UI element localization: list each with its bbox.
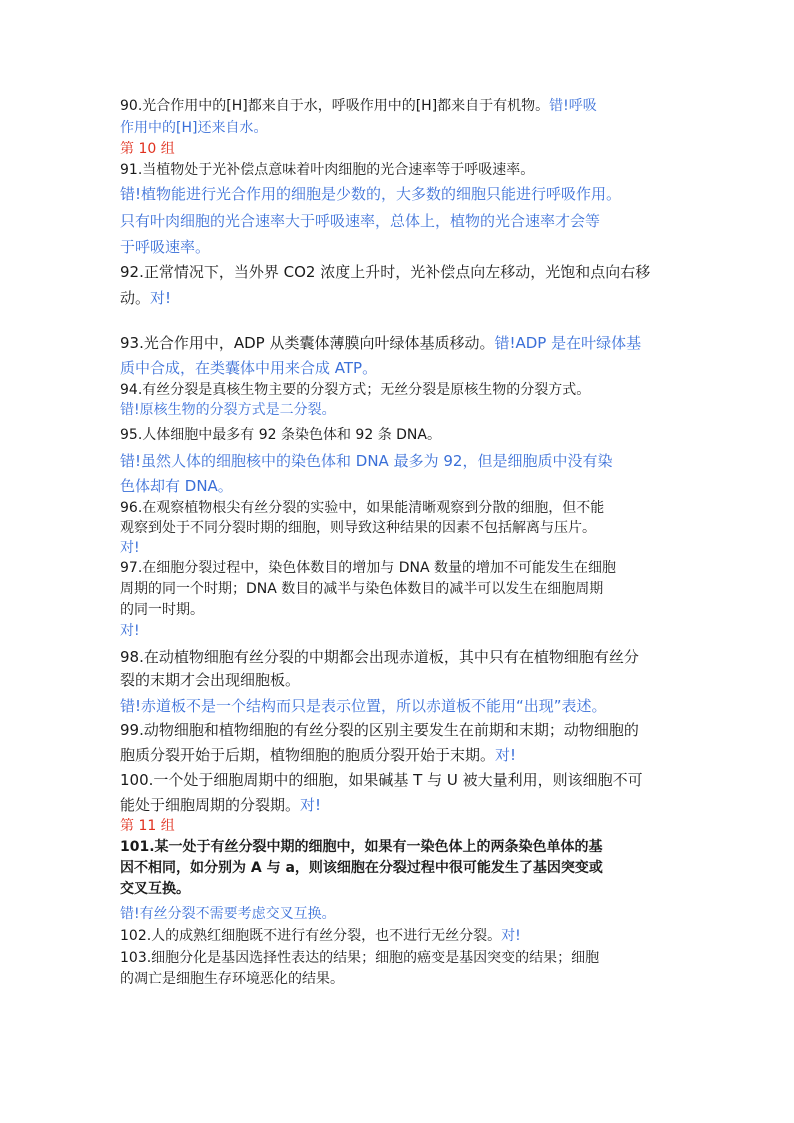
question-line: 97.在细胞分裂过程中，染色体数目的增加与 DNA 数量的增加不可能发生在细胞 — [120, 560, 616, 576]
question-line: 98.在动植物细胞有丝分裂的中期都会出现赤道板，其中只有在植物细胞有丝分 — [120, 648, 639, 666]
question-line: 观察到处于不同分裂时期的细胞，则导致这种结果的因素不包括解离与压片。 — [120, 520, 596, 536]
text-line: 93.光合作用中，ADP 从类囊体薄膜向叶绿体基质移动。错!ADP 是在叶绿体基 — [120, 334, 642, 352]
question-line: 裂的末期才会出现细胞板。 — [120, 671, 301, 689]
answer-line: 质中合成，在类囊体中用来合成 ATP。 — [120, 359, 378, 377]
question-line: 96.在观察植物根尖有丝分裂的实验中，如果能清晰观察到分散的细胞，但不能 — [120, 500, 605, 516]
text-line: 动。对! — [120, 289, 172, 307]
question-line: 91.当植物处于光补偿点意味着叶肉细胞的光合速率等于呼吸速率。 — [120, 162, 535, 178]
answer-line: 对! — [120, 540, 140, 556]
question-line: 103.细胞分化是基因选择性表达的结果；细胞的癌变是基因突变的结果；细胞 — [120, 950, 600, 966]
text-line: 能处于细胞周期的分裂期。对! — [120, 796, 322, 814]
question-line: 的同一时期。 — [120, 602, 204, 618]
question-line: 因不相同，如分别为 A 与 a，则该细胞在分裂过程中很可能发生了基因突变或 — [120, 860, 603, 876]
answer-line: 色体却有 DNA。 — [120, 477, 233, 495]
question-line: 101.某一处于有丝分裂中期的细胞中，如果有一染色体上的两条染色单体的基 — [120, 839, 603, 855]
text-line: 90.光合作用中的[H]都来自于水，呼吸作用中的[H]都来自于有机物。错!呼吸 — [120, 98, 597, 114]
question-line: 94.有丝分裂是真核生物主要的分裂方式；无丝分裂是原核生物的分裂方式。 — [120, 382, 591, 398]
answer-line: 错!原核生物的分裂方式是二分裂。 — [120, 402, 336, 418]
answer-line: 错!虽然人体的细胞核中的染色体和 DNA 最多为 92，但是细胞质中没有染 — [120, 452, 613, 470]
answer-line: 只有叶肉细胞的光合速率大于呼吸速率，总体上，植物的光合速率才会等 — [120, 212, 601, 230]
answer-line: 对! — [120, 623, 140, 639]
text-line: 胞质分裂开始于后期，植物细胞的胞质分裂开始于末期。对! — [120, 746, 517, 764]
answer-line: 错!有丝分裂不需要考虑交叉互换。 — [120, 906, 336, 922]
group-heading: 第 11 组 — [120, 818, 175, 834]
question-line: 92.正常情况下，当外界 CO2 浓度上升时，光补偿点向左移动，光饱和点向右移 — [120, 263, 651, 281]
group-heading: 第 10 组 — [120, 141, 175, 157]
question-line: 周期的同一个时期；DNA 数目的减半与染色体数目的减半可以发生在细胞周期 — [120, 581, 604, 597]
text-line: 102.人的成熟红细胞既不进行有丝分裂，也不进行无丝分裂。对! — [120, 928, 521, 944]
answer-line: 于呼吸速率。 — [120, 238, 211, 256]
answer-line: 错!赤道板不是一个结构而只是表示位置，所以赤道板不能用“出现”表述。 — [120, 697, 607, 715]
question-line: 100.一个处于细胞周期中的细胞，如果碱基 T 与 U 被大量利用，则该细胞不可 — [120, 771, 643, 789]
question-line: 99.动物细胞和植物细胞的有丝分裂的区别主要发生在前期和末期；动物细胞的 — [120, 721, 639, 739]
question-line: 交叉互换。 — [120, 881, 190, 897]
answer-line: 错!植物能进行光合作用的细胞是少数的，大多数的细胞只能进行呼吸作用。 — [120, 185, 622, 203]
answer-line: 作用中的[H]还来自水。 — [120, 120, 268, 136]
question-line: 95.人体细胞中最多有 92 条染色体和 92 条 DNA。 — [120, 427, 441, 443]
question-line: 的凋亡是细胞生存环境恶化的结果。 — [120, 971, 344, 987]
